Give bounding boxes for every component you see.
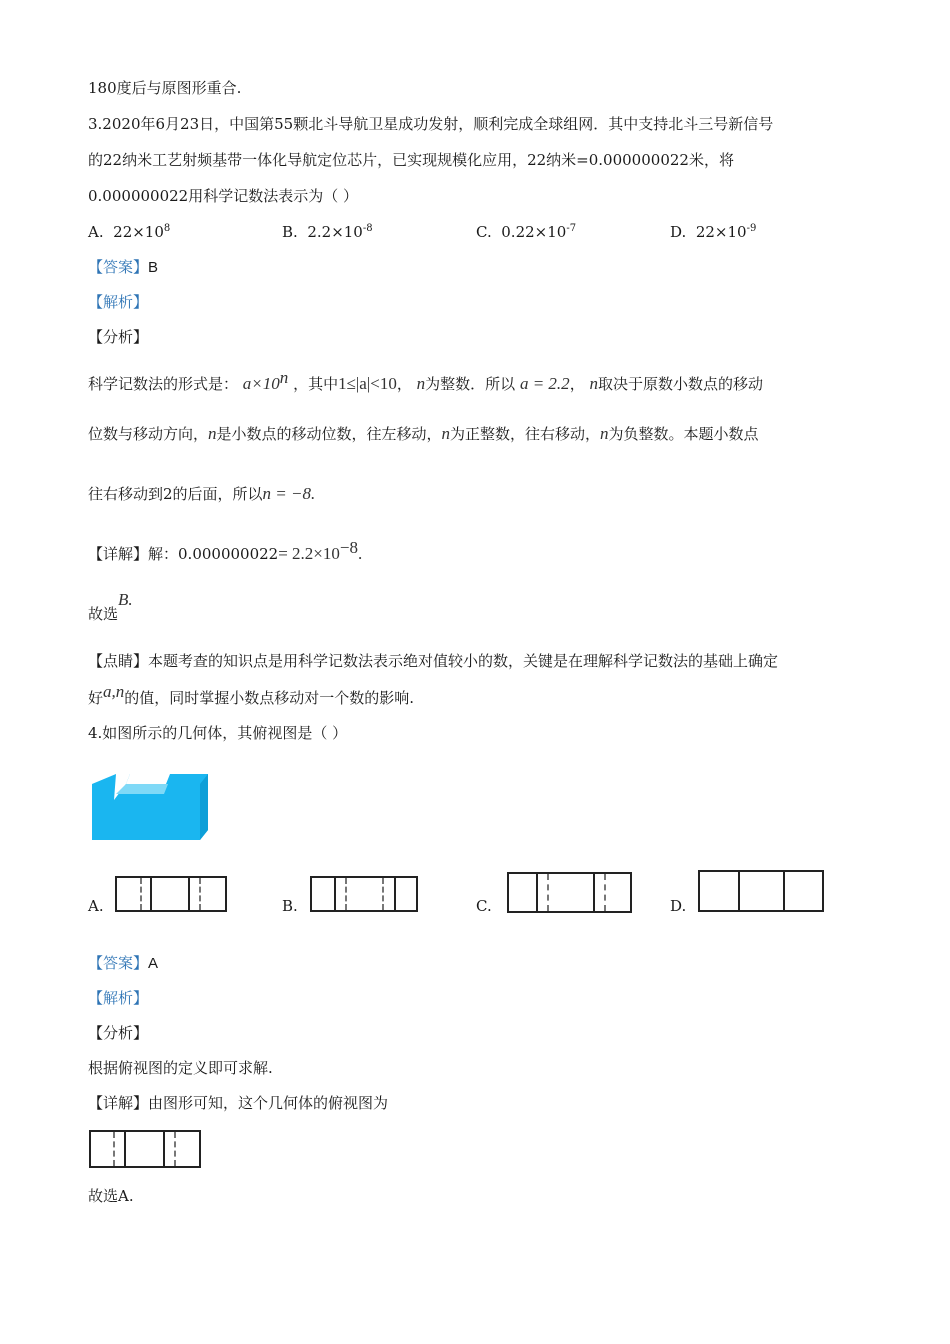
q3-stem-line-3: 0.000000022用科学记数法表示为（ ）	[88, 187, 358, 205]
solid-figure	[88, 772, 212, 842]
q4-option-c-figure	[507, 872, 632, 913]
q3-stem-line-2: 的22纳米工艺射频基带一体化导航定位芯片，已实现规模化应用，22纳米=0.000000022米，将	[88, 151, 734, 169]
q4-detail: 【详解】由图形可知，这个几何体的俯视图为	[88, 1094, 389, 1112]
q4-detail-figure	[89, 1130, 201, 1168]
q4-option-d-figure	[698, 870, 824, 912]
q4-answer: 【答案】A	[88, 954, 159, 972]
solid-figure-body	[92, 774, 208, 840]
text-line: 180度后与原图形重合.	[88, 79, 242, 97]
q4-fenxi-heading: 【分析】	[88, 1024, 149, 1042]
q3-analysis-line-1: 科学记数法的形式是： $a\times 10^n$ ，其中1≤|a|<10， n为整数．所以 a = 2.2， n取决于原数小数点的移动	[88, 368, 763, 393]
q4-select: 故选A.	[88, 1187, 134, 1205]
q4-option-c-label: C.	[476, 897, 492, 915]
q4-option-d-label: D.	[670, 897, 687, 915]
q3-jiexi-heading: 【解析】	[88, 293, 149, 311]
q3-dianjing-line-2: 好a,n的值，同时掌握小数点移动对一个数的影响.	[88, 682, 415, 707]
q3-answer: 【答案】B	[88, 258, 159, 276]
q3-stem-line-1: 3.2020年6月23日，中国第55颗北斗导航卫星成功发射，顺利完成全球组网．其中支持北斗三号新信号	[88, 115, 774, 133]
q3-detail: 【详解】解：$0.000000022= 2.2\times 10^{-8}$.	[88, 538, 363, 563]
q3-fenxi-heading: 【分析】	[88, 328, 149, 346]
q4-analysis: 根据俯视图的定义即可求解.	[88, 1059, 273, 1077]
q3-analysis-line-2: 位数与移动方向，n是小数点的移动位数，往左移动，n为正整数，往右移动，n为负整数。本题小数点	[88, 424, 759, 443]
q4-option-a-label: A.	[88, 897, 104, 915]
q4-jiexi-heading: 【解析】	[88, 989, 149, 1007]
q3-analysis-line-3: 往右移动到2的后面，所以n = −8.	[88, 484, 316, 503]
q3-dianjing-line-1: 【点睛】本题考查的知识点是用科学记数法表示绝对值较小的数，关键是在理解科学记数法的基础上确定	[88, 652, 779, 670]
q3-option-b: B. $2.2\times 10^{-8}$	[282, 223, 373, 241]
q4-option-b-figure	[310, 876, 418, 912]
q4-option-b-label: B.	[282, 897, 298, 915]
q3-option-d: D. $22\times 10^{-9}$	[670, 223, 757, 241]
q4-stem: 4.如图所示的几何体，其俯视图是（ ）	[88, 724, 348, 742]
solid-figure-side	[200, 774, 208, 840]
q3-option-a: A. $22\times 10^8$	[88, 223, 171, 241]
q3-option-c: C. $0.22\times 10^{-7}$	[476, 223, 577, 241]
q3-select: 故选B.	[88, 590, 133, 623]
q4-option-a-figure	[115, 876, 227, 912]
